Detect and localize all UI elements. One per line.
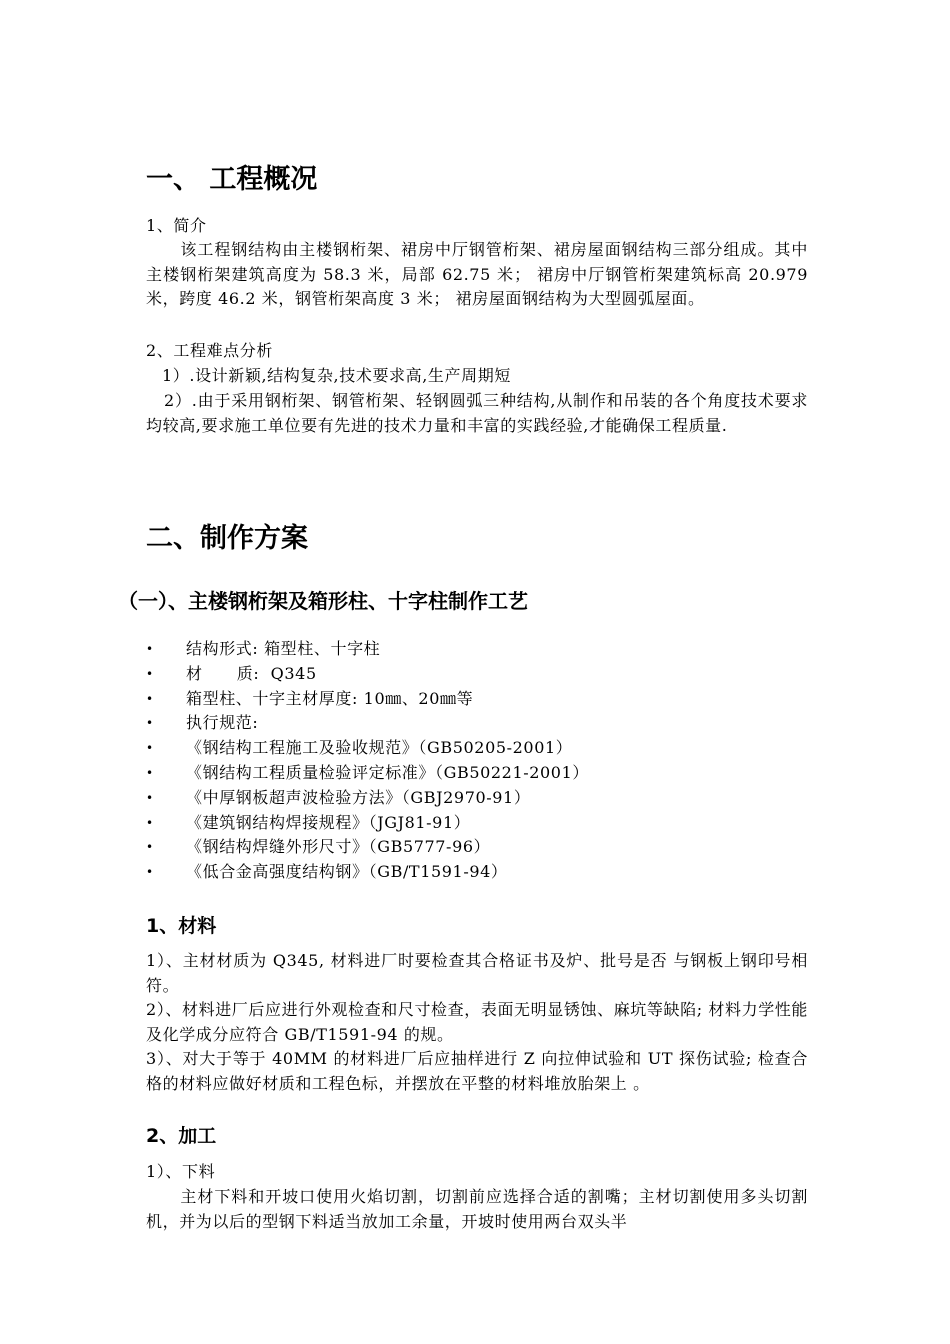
list-item bbox=[146, 860, 589, 885]
section-1-heading: 一、 工程概况 bbox=[146, 164, 318, 195]
processing-item-1-paragraph bbox=[146, 1185, 808, 1234]
spec-list bbox=[146, 637, 589, 885]
bullet-icon: • bbox=[146, 691, 154, 706]
bullet-icon: • bbox=[146, 840, 154, 855]
bullet-icon: • bbox=[146, 865, 154, 880]
list-item-text: 《钢结构工程质量检验评定标准》（GB50221-2001） bbox=[186, 762, 589, 782]
intro-text: 该工程钢结构由主楼钢桁架、裙房中厅钢管桁架、裙房屋面钢结构三部分组成。其中主楼钢桁架建筑高度为 58.3 米，局部 62.75 米； 裙房中厅钢管桁架建筑标高 20.979 米，跨度 46.2 米，钢管桁架高度 3 米； 裙房屋面钢结构为大型圆弧屋面。 bbox=[146, 240, 808, 308]
bullet-icon: • bbox=[146, 666, 154, 681]
list-item-text: 《建筑钢结构焊接规程》（JGJ81-91） bbox=[186, 812, 471, 832]
bullet-icon: • bbox=[146, 716, 154, 731]
difficulty-item-2-paragraph bbox=[146, 389, 808, 438]
list-item-text: 执行规范: bbox=[186, 713, 259, 733]
bullet-icon: • bbox=[146, 741, 154, 756]
list-item bbox=[146, 662, 589, 687]
list-item bbox=[146, 687, 589, 712]
bullet-icon: • bbox=[146, 790, 154, 805]
list-item bbox=[146, 811, 589, 836]
materials-heading: 1、材料 bbox=[146, 915, 217, 937]
bullet-icon: • bbox=[146, 642, 154, 656]
list-item bbox=[146, 711, 589, 736]
list-item-text: 《中厚钢板超声波检验方法》（GBJ2970-91） bbox=[186, 787, 531, 807]
subsection-heading: （一）、主楼钢桁架及箱形柱、十字柱制作工艺 bbox=[118, 589, 528, 613]
list-item bbox=[146, 835, 589, 860]
processing-item-1-label: 1）、下料 bbox=[146, 1162, 216, 1181]
list-item bbox=[146, 761, 589, 786]
list-item-text: 《钢结构焊缝外形尺寸》（GB5777-96） bbox=[186, 837, 491, 857]
materials-item-3: 3）、对大于等于 40MM 的材料进厂后应抽样进行 Z 向拉伸试验和 UT 探伤试验; 检查合格的材料应做好材质和工程色标，并摆放在平整的材料堆放胎架上 。 bbox=[146, 1049, 808, 1093]
list-item bbox=[146, 786, 589, 811]
difficulty-item-2: 2）.由于采用钢桁架、钢管桁架、轻钢圆弧三种结构,从制作和吊装的各个角度技术要求均较高,要求施工单位要有先进的技术力量和丰富的实践经验,才能确保工程质量. bbox=[146, 391, 808, 435]
processing-item-1-text: 主材下料和开坡口使用火焰切割，切割前应选择合适的割嘴；主材切割使用多头切割机，并为以后的型钢下料适当放加工余量，开坡时使用两台双头半 bbox=[146, 1187, 808, 1231]
list-item bbox=[146, 736, 589, 761]
list-item-text: 结构形式: 箱型柱、十字柱 bbox=[186, 639, 381, 658]
section-2-heading: 二、制作方案 bbox=[146, 523, 308, 554]
intro-paragraph bbox=[146, 238, 808, 312]
difficulty-item-1: 1）.设计新颖,结构复杂,技术要求高,生产周期短 bbox=[162, 366, 511, 385]
intro-label: 1、简介 bbox=[146, 216, 207, 235]
list-item-text: 《钢结构工程施工及验收规范》（GB50205-2001） bbox=[186, 738, 573, 758]
materials-item-2: 2）、材料进厂后应进行外观检查和尺寸检查，表面无明显锈蚀、麻坑等缺陷; 材料力学性能及化学成分应符合 GB/T1591-94 的规。 bbox=[146, 1000, 808, 1044]
bullet-icon: • bbox=[146, 765, 154, 780]
materials-item-1: 1）、主材材质为 Q345, 材料进厂时要检查其合格证书及炉、批号是否 与钢板上钢印号相符。 bbox=[146, 951, 808, 995]
list-item-text: 《低合金高强度结构钢》（GB/T1591-94） bbox=[186, 862, 508, 882]
list-item bbox=[146, 637, 589, 662]
processing-heading: 2、加工 bbox=[146, 1125, 217, 1147]
difficulty-label: 2、工程难点分析 bbox=[146, 341, 273, 360]
bullet-icon: • bbox=[146, 815, 154, 830]
list-item-text: 材 质: Q345 bbox=[186, 663, 317, 683]
list-item-text: 箱型柱、十字主材厚度: 10㎜、20㎜等 bbox=[186, 688, 474, 708]
